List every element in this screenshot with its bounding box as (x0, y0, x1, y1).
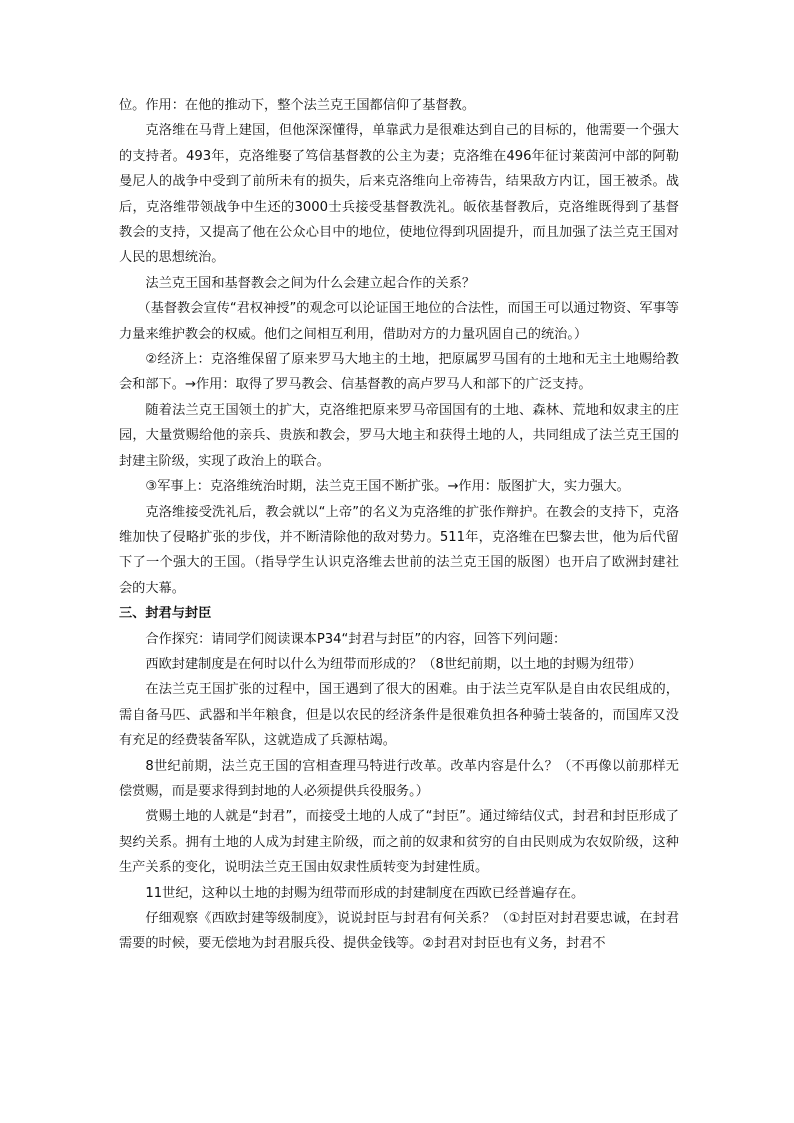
paragraph-lord-vassal: 赏赐土地的人就是“封君”，而接受土地的人成了“封臣”。通过缔结仪式，封君和封臣形成了契约关系。拥有土地的人成为封建主阶级，而之前的奴隶和贫穷的自由民则成为农奴阶级，这种生产关系的变化，说明法兰克王国由奴隶性质转变为封建性质。 (119, 809, 679, 876)
paragraph-expansion: 克洛维接受洗礼后，教会就以“上帝”的名义为克洛维的扩张作辩护。在教会的支持下，克洛维加快了侵略扩张的步伐，并不断清除他的敌对势力。511年，克洛维在巴黎去世，他为后代留下了一个强大的王国。（指导学生认识克洛维去世前的法兰克王国的版图）也开启了欧洲封建社会的大幕。 (119, 504, 679, 596)
paragraph-cooperative-inquiry: 合作探究：请同学们阅读课本P34“封君与封臣”的内容，回答下列问题： (145, 631, 567, 647)
paragraph-economic: ②经济上：克洛维保留了原来罗马大地主的土地，把原属罗马国有的土地和无主土地赐给教会和部下。→作用：取得了罗马教会、信基督教的高卢罗马人和部下的广泛支持。 (119, 352, 679, 393)
section-heading: 三、封君与封臣 (119, 606, 212, 622)
document-body (119, 93, 679, 957)
paragraph-continuation: 位。作用：在他的推动下，整个法兰克王国都信仰了基督教。 (119, 98, 476, 113)
paragraph-military: ③军事上：克洛维统治时期，法兰克王国不断扩张。→作用：版图扩大，实力强大。 (145, 479, 630, 495)
paragraph-army-difficulty: 在法兰克王国扩张的过程中，国王遇到了很大的困难。由于法兰克军队是自由农民组成的，需自备马匹、武器和半年粮食，但是以农民的经济条件是很难负担各种骑士装备的，而国库又没有充足的经费装备军队，这就造成了兵源枯竭。 (119, 682, 679, 749)
paragraph-land-grants: 随着法兰克王国领土的扩大，克洛维把原来罗马帝国国有的土地、森林、荒地和奴隶主的庄园，大量赏赐给他的亲兵、贵族和教会，罗马大地主和获得土地的人，共同组成了法兰克王国的封建主阶级，实现了政治上的联合。 (119, 402, 679, 469)
question-church-cooperation: 法兰克王国和基督教会之间为什么会建立起合作的关系？ (145, 275, 476, 291)
question-hierarchy: 仔细观察《西欧封建等级制度》，说说封臣与封君有何关系？（①封臣对封君要忠诚，在封君需要的时候，要无偿地为封君服兵役、提供金钱等。②封君对封臣也有义务，封君不 (119, 911, 679, 952)
paragraph-11th-century: 11世纪，这种以土地的封赐为纽带而形成的封建制度在西欧已经普遍存在。 (145, 885, 585, 901)
question-feudal-origin: 西欧封建制度是在何时以什么为纽带而形成的？（8世纪前期，以土地的封赐为纽带） (145, 656, 642, 672)
paragraph-clovis-baptism: 克洛维在马背上建国，但他深深懂得，单靠武力是很难达到自己的目标的，他需要一个强大的支持者。493年，克洛维娶了笃信基督教的公主为妻；克洛维在496年征讨莱茵河中部的阿勒曼尼人的战争中受到了前所未有的损失，后来克洛维向上帝祷告，结果敌方内讧，国王被杀。战后，克洛维带领战争中生还的3000士兵接受基督教洗礼。皈依基督教后，克洛维既得到了基督教会的支持，又提高了他在公众心目中的地位，使地位得到巩固提升，而且加强了法兰克王国对人民的思想统治。 (119, 123, 679, 266)
question-reform: 8世纪前期，法兰克王国的宫相查理马特进行改革。改革内容是什么？（不再像以前那样无偿赏赐，而是要求得到封地的人必须提供兵役服务。） (119, 758, 679, 799)
answer-church-cooperation: （基督教会宣传“君权神授”的观念可以论证国王地位的合法性，而国王可以通过物资、军事等力量来维护教会的权威。他们之间相互利用，借助对方的力量巩固自己的统治。） (119, 301, 679, 342)
